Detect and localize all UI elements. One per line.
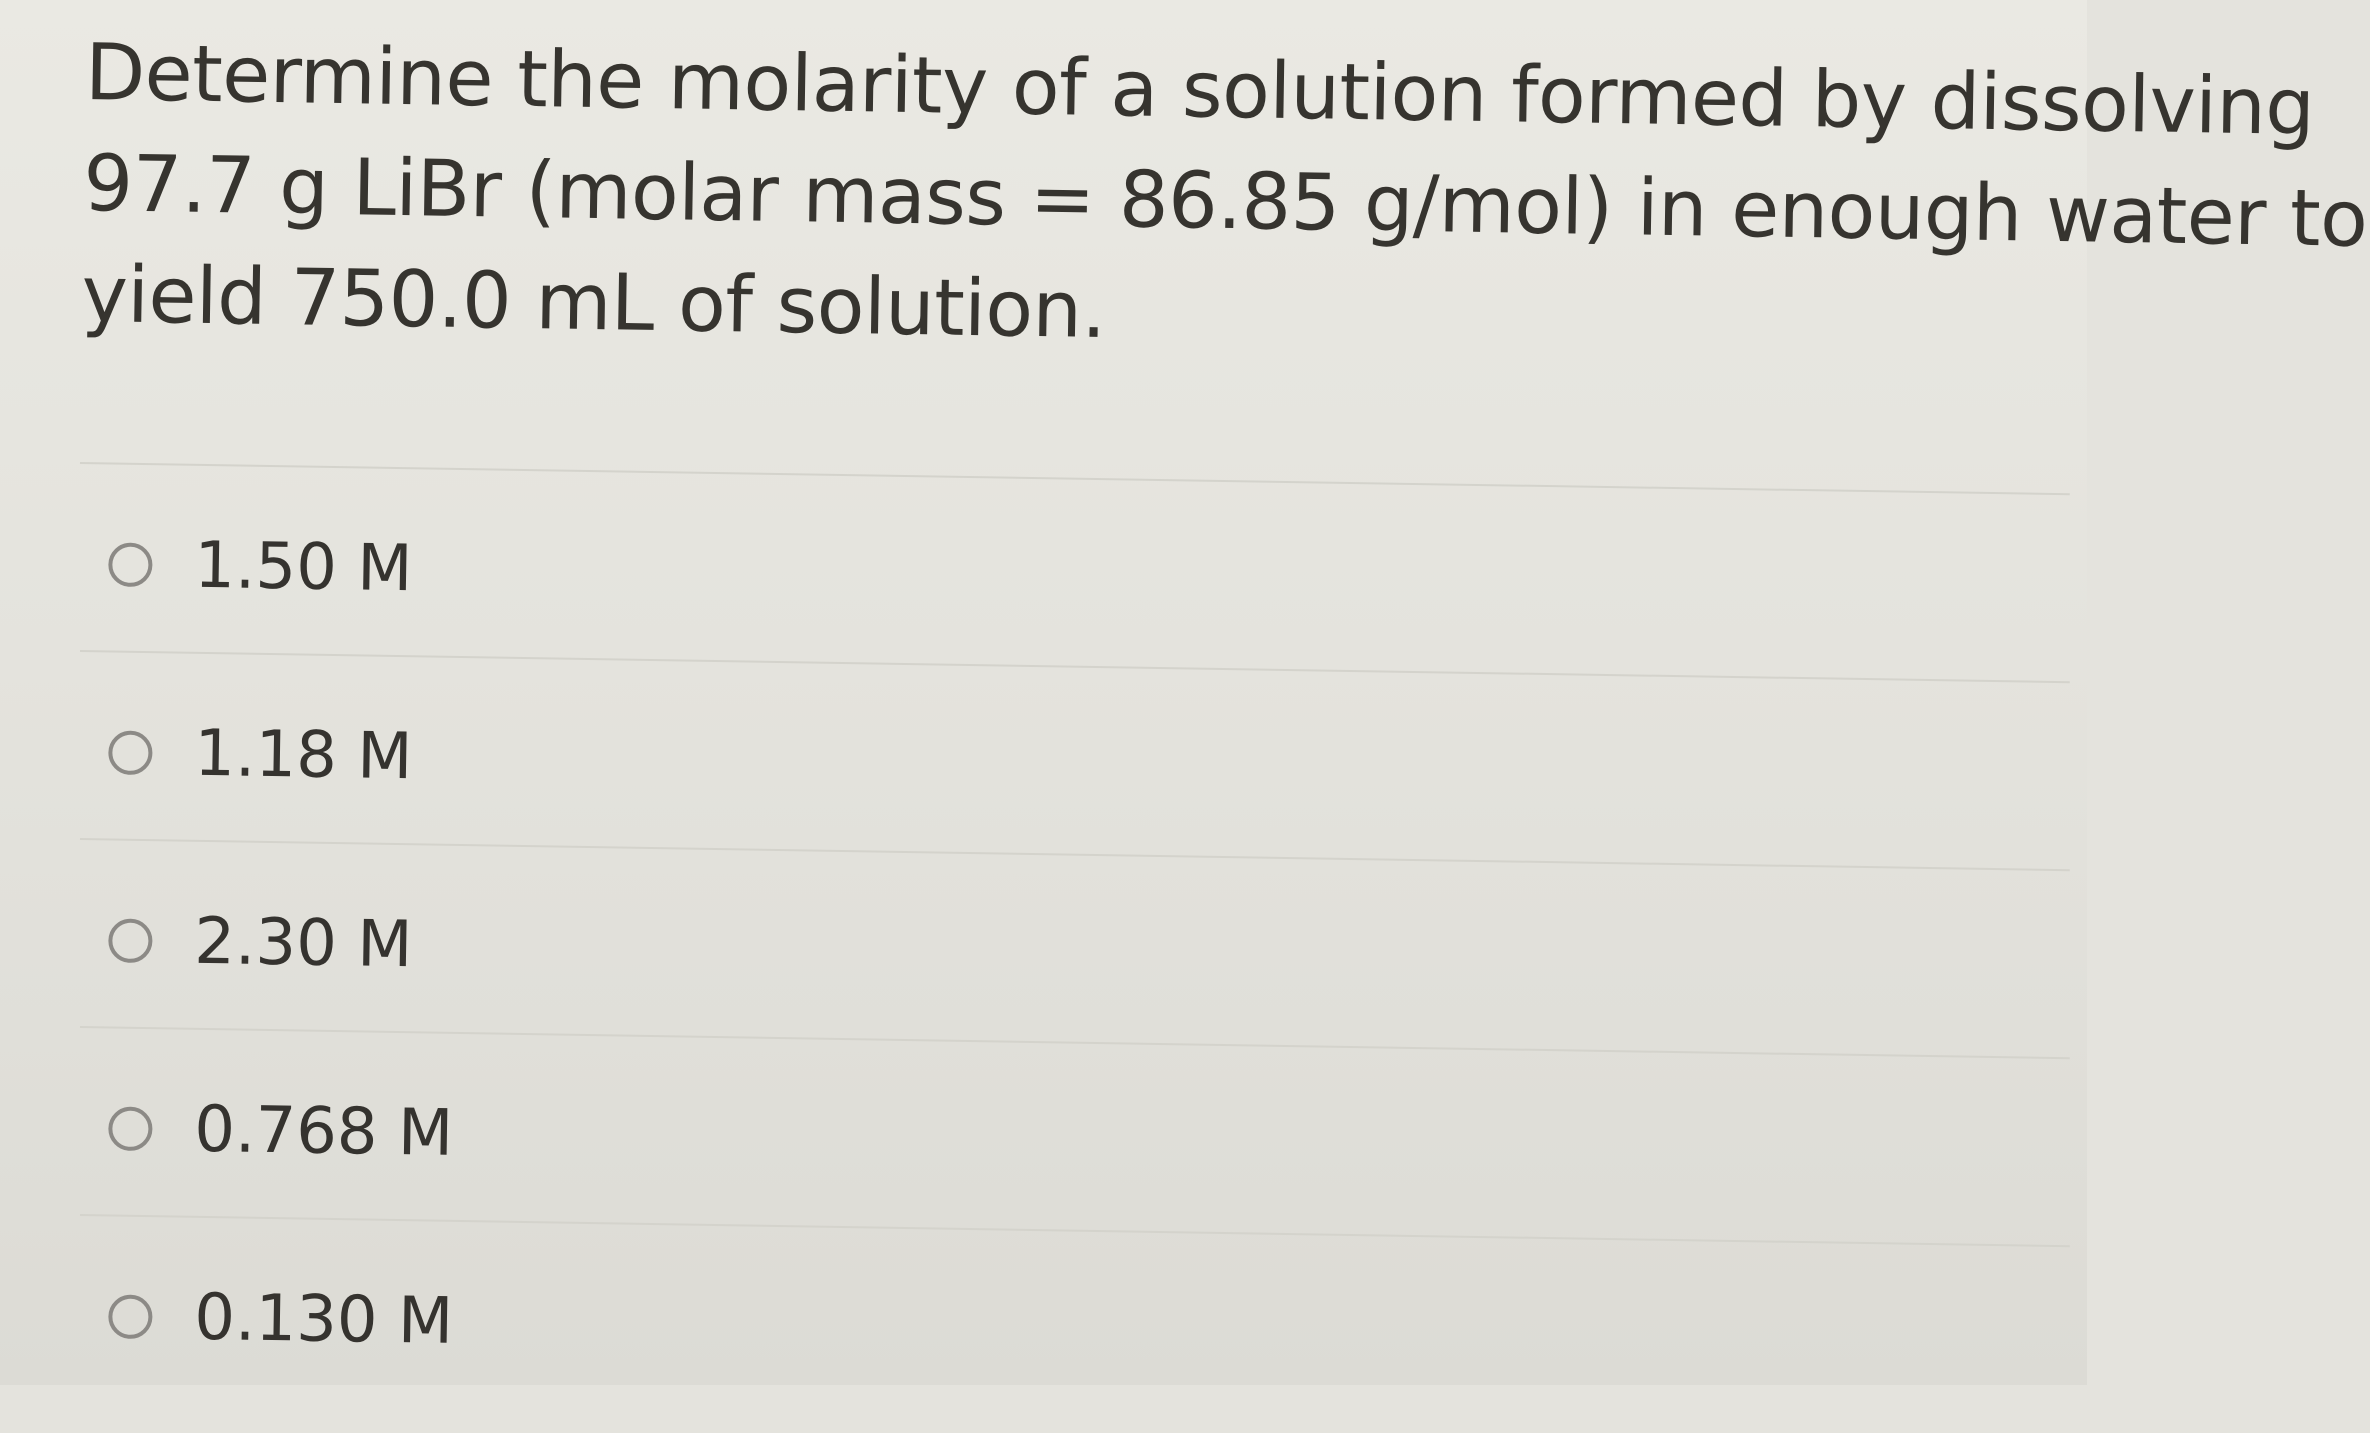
answer-option-4[interactable] [108,1090,454,1171]
radio-unchecked-icon[interactable] [108,730,153,775]
answer-option-label: 0.130 M [193,1280,454,1359]
question-text [80,18,2369,382]
answer-option-row-5 [77,1214,2070,1433]
radio-unchecked-icon[interactable] [108,1106,153,1151]
radio-unchecked-icon[interactable] [108,918,153,963]
answer-option-label: 1.50 M [193,528,414,607]
question-line-1: Determine the molarity of a solution formed by dissolving [84,27,2316,154]
answer-option-row-2 [77,650,2070,869]
radio-unchecked-icon[interactable] [108,542,153,587]
question-line-3: yield 750.0 mL of solution. [80,249,1107,357]
answer-option-label: 1.18 M [193,716,414,795]
answer-option-3[interactable] [108,902,413,983]
answer-option-row-3 [77,838,2070,1057]
answer-options [80,462,2070,1402]
answer-option-label: 2.30 M [193,904,414,983]
answer-option-5[interactable] [108,1278,454,1359]
answer-option-row-4 [77,1026,2070,1245]
answer-option-row-1 [77,462,2070,681]
answer-option-1[interactable] [108,526,413,607]
radio-unchecked-icon[interactable] [108,1294,153,1339]
question-line-2: 97.7 g LiBr (molar mass = 86.85 g/mol) in enough water to [82,138,2369,265]
answer-option-2[interactable] [108,714,413,795]
answer-option-label: 0.768 M [193,1092,454,1171]
